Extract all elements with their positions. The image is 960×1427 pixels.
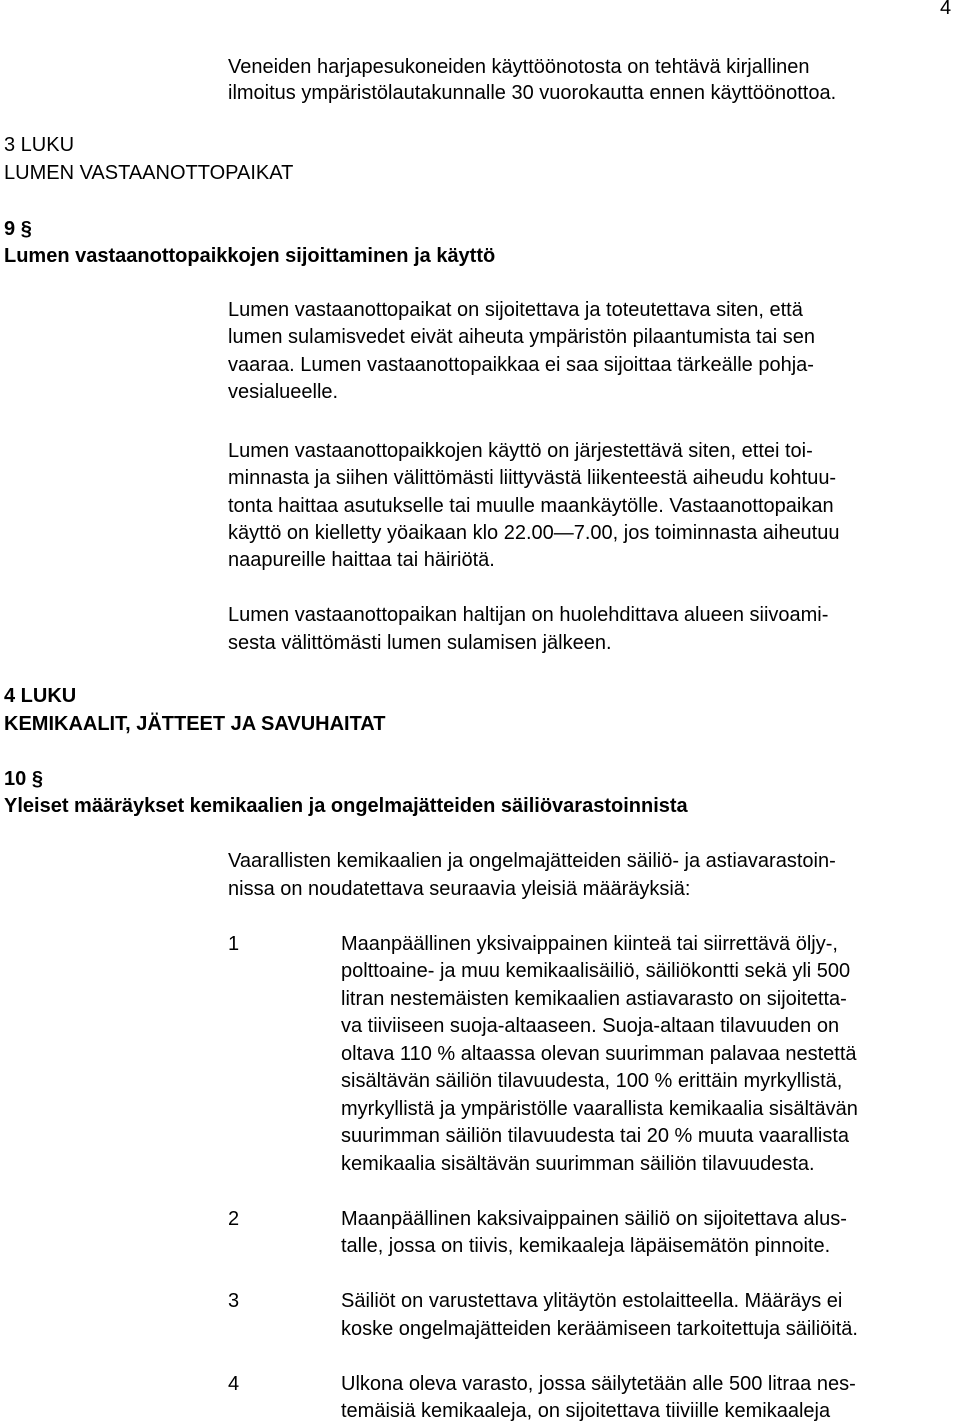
list-item-line: Maanpäällinen yksivaippainen kiinteä tai siirrettävä öljy-, [341,933,838,955]
chapter-number: 4 LUKU [4,685,77,707]
intro-line: Veneiden harjapesukoneiden käyttöönotosta on tehtävä kirjallinen [228,56,810,78]
page-number: 4 [940,0,952,19]
paragraph-line: vaaraa. Lumen vastaanottopaikkaa ei saa sijoittaa tärkeälle pohja- [228,354,814,376]
list-item-line: litran nestemäisten kemikaalien astiavarasto on sijoitetta- [341,988,847,1010]
list-item-line: suurimman säiliön tilavuudesta tai 20 % muuta vaarallista [341,1125,850,1147]
intro-line: ilmoitus ympäristölautakunnalle 30 vuorokautta ennen käyttöönottoa. [228,82,837,104]
paragraph-line: Vaarallisten kemikaalien ja ongelmajätteiden säiliö- ja astiavarastoin- [228,850,836,872]
list-item-line: myrkyllistä ja ympäristölle vaarallista kemikaalia sisältävän [341,1098,858,1120]
list-item-number: 2 [228,1208,240,1230]
section-number: 9 [4,218,16,240]
list-item-line: va tiiviiseen suoja-altaaseen. Suoja-altaan tilavuuden on [341,1015,840,1037]
list-item-line: kemikaalia sisältävän suurimman säiliön tilavuudesta. [341,1153,815,1175]
chapter-title: KEMIKAALIT, JÄTTEET JA SAVUHAITAT [4,713,386,735]
list-item-line: oltava 110 % altaassa olevan suurimman palavaa nestettä [341,1043,857,1065]
list-item-line: sisältävän säiliön tilavuudesta, 100 % erittäin myrkyllistä, [341,1070,843,1092]
list-item-number: 1 [228,933,240,955]
chapter-number: 3 LUKU [4,134,75,156]
paragraph-line: tonta haittaa asutukselle tai muulle maankäytölle. Vastaanottopaikan [228,495,834,517]
section-title: Lumen vastaanottopaikkojen sijoittaminen ja käyttö [4,245,496,267]
list-item-line: Ulkona oleva varasto, jossa säilytetään alle 500 litraa nes- [341,1373,856,1395]
paragraph-line: Lumen vastaanottopaikat on sijoitettava ja toteutettava siten, että [228,299,803,321]
section-heading-9 [4,216,32,244]
paragraph-line: vesialueelle. [228,381,339,403]
paragraph-line: sesta välittömästi lumen sulamisen jälkeen. [228,632,612,654]
list-item-line: Säiliöt on varustettava ylitäytön estolaitteella. Määräys ei [341,1290,843,1312]
paragraph-line: käyttö on kielletty yöaikaan klo 22.00—7.00, jos toiminnasta aiheutuu [228,522,840,544]
paragraph-line: lumen sulamisvedet eivät aiheuta ympäristön pilaantumista tai sen [228,326,815,348]
section-sign-icon: § [20,218,32,240]
paragraph-line: minnasta ja siihen välittömästi liittyvästä liikenteestä aiheudu kohtuu- [228,467,837,489]
list-item-number: 3 [228,1290,240,1312]
section-sign-icon: § [31,768,43,790]
chapter-title: LUMEN VASTAANOTTOPAIKAT [4,162,294,184]
paragraph-line: naapureille haittaa tai häiriötä. [228,549,495,571]
paragraph-line: nissa on noudatettava seuraavia yleisiä määräyksiä: [228,878,691,900]
section-heading-10 [4,766,43,794]
paragraph-line: Lumen vastaanottopaikkojen käyttö on järjestettävä siten, ettei toi- [228,440,813,462]
section-number: 10 [4,768,27,790]
section-title: Yleiset määräykset kemikaalien ja ongelmajätteiden säiliövarastoinnista [4,795,688,817]
list-item-line: talle, jossa on tiivis, kemikaaleja läpäisemätön pinnoite. [341,1235,831,1257]
list-item-number: 4 [228,1373,240,1395]
list-item-line: Maanpäällinen kaksivaippainen säiliö on sijoitettava alus- [341,1208,847,1230]
list-item-line: polttoaine- ja muu kemikaalisäiliö, säiliökontti sekä yli 500 [341,960,851,982]
list-item-line: temäisiä kemikaaleja, on sijoitettava tiiviille kemikaaleja [341,1400,831,1422]
paragraph-line: Lumen vastaanottopaikan haltijan on huolehdittava alueen siivoami- [228,604,829,626]
list-item-line: koske ongelmajätteiden keräämiseen tarkoitettuja säiliöitä. [341,1318,858,1340]
